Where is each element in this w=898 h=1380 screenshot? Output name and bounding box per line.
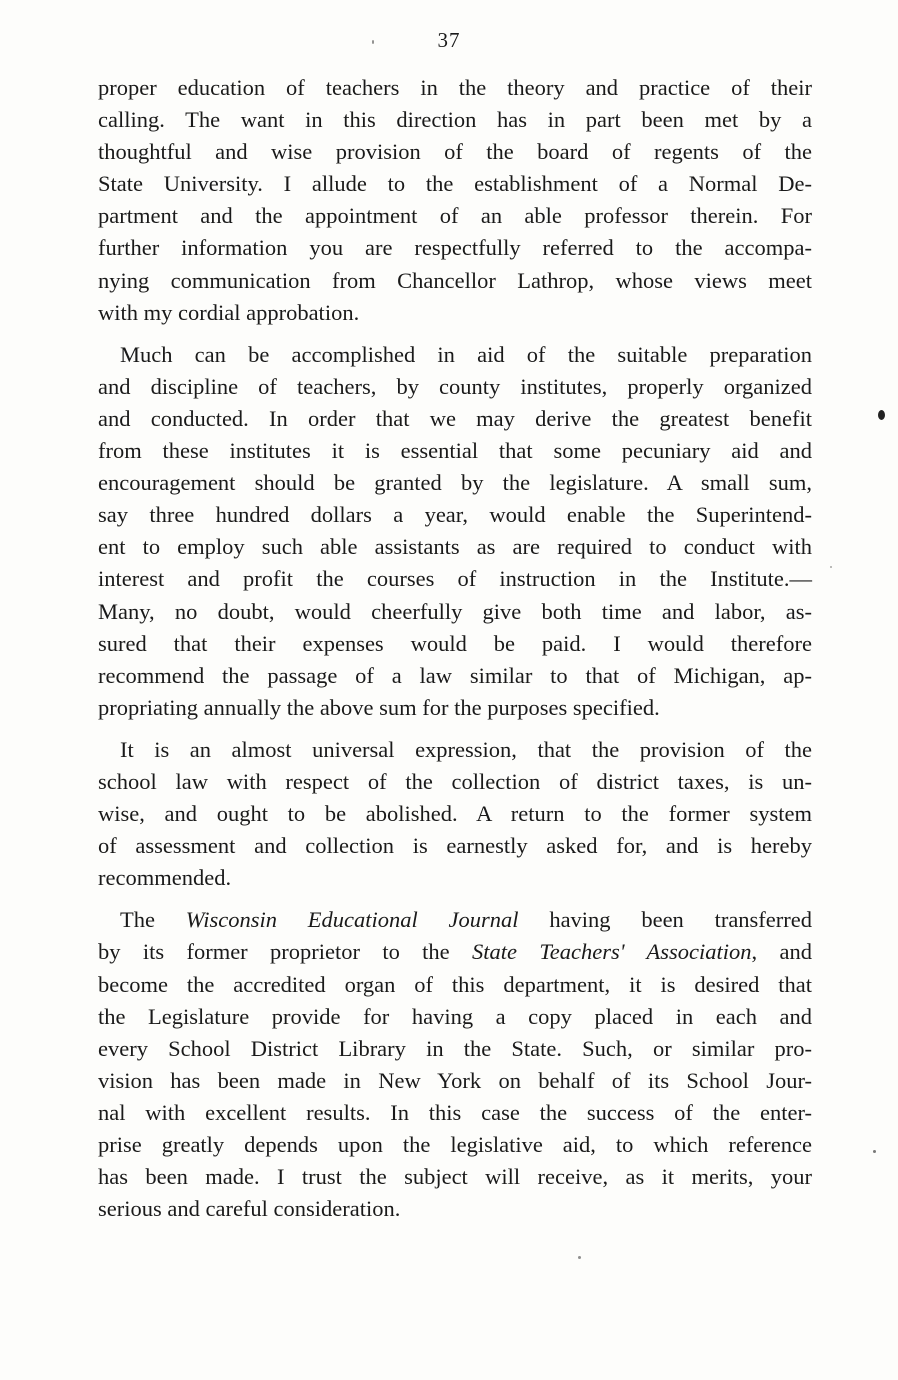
text-line: become the accredited organ of this department, it is desired that	[98, 971, 812, 997]
text-line: Much can be accomplished in aid of the suitable preparation	[120, 341, 812, 367]
paragraph-3	[98, 734, 812, 894]
text-line: proper education of teachers in the theory and practice of their	[98, 75, 812, 100]
text-line: school law with respect of the collection of district taxes, is un-	[98, 768, 812, 794]
text-line: interest and profit the courses of instruction in the Institute.—	[98, 566, 812, 592]
text-line: wise, and ought to be abolished. A return to the former system	[98, 801, 812, 827]
journal-title: Wisconsin Educational Journal	[185, 907, 519, 933]
paragraph-1	[98, 72, 812, 329]
text-line: vision has been made in New York on behalf of its School Jour-	[98, 1067, 812, 1093]
text-line: prise greatly depends upon the legislative aid, to which reference	[98, 1132, 812, 1157]
text-line: from these institutes it is essential that some pecuniary aid and	[98, 438, 812, 464]
text-line: every School District Library in the State. Such, or similar pro-	[98, 1035, 812, 1061]
text-line: It is an almost universal expression, that the provision of the	[120, 736, 812, 762]
ink-speck	[873, 1150, 876, 1153]
text-line: and discipline of teachers, by county institutes, properly organized	[98, 373, 812, 399]
text-line: further information you are respectfully referred to the accompa-	[98, 235, 812, 261]
text-line: recommend the passage of a law similar to that of Michigan, ap-	[98, 662, 812, 688]
text-line: by its former proprietor to the State Teachers' Association, and	[98, 939, 812, 965]
text-line: say three hundred dollars a year, would enable the Superintend-	[98, 502, 812, 528]
text-line: of assessment and collection is earnestly asked for, and is hereby	[98, 833, 812, 859]
text-line: with my cordial approbation.	[98, 299, 360, 325]
text-line: ent to employ such able assistants as are required to conduct with	[98, 534, 812, 560]
ink-speck	[878, 410, 885, 420]
paragraph-2	[98, 339, 812, 724]
ink-speck	[830, 566, 832, 568]
text-line: calling. The want in this direction has in part been met by a	[98, 107, 812, 133]
text-line: propriating annually the above sum for the purposes specified.	[98, 694, 660, 720]
paragraph-4	[98, 904, 812, 1225]
text-line: encouragement should be granted by the legislature. A small sum,	[98, 470, 812, 496]
text-line: has been made. I trust the subject will receive, as it merits, your	[98, 1164, 812, 1190]
text-line: Many, no doubt, would cheerfully give both time and labor, as-	[98, 598, 812, 624]
ink-speck	[578, 1256, 581, 1259]
text-line: and conducted. In order that we may derive the greatest benefit	[98, 405, 812, 431]
text-line: The Wisconsin Educational Journal having been transferred	[120, 907, 813, 933]
text-line: serious and careful consideration.	[98, 1196, 401, 1222]
body-text	[98, 72, 812, 1225]
text-line: State University. I allude to the establishment of a Normal De-	[98, 171, 812, 197]
text-line: thoughtful and wise provision of the board of regents of the	[98, 139, 812, 165]
text-line: recommended.	[98, 865, 232, 891]
text-line: nying communication from Chancellor Lathrop, whose views meet	[98, 267, 812, 293]
association-name: State Teachers' Association	[472, 939, 752, 965]
text-line: sured that their expenses would be paid. I would therefore	[98, 630, 812, 656]
ink-speck	[372, 40, 374, 44]
text-line: partment and the appointment of an able professor therein. For	[98, 203, 812, 229]
page-number: 37	[437, 28, 461, 52]
text-line: the Legislature provide for having a copy placed in each and	[98, 1003, 812, 1029]
text-line: nal with excellent results. In this case the success of the enter-	[98, 1099, 812, 1125]
